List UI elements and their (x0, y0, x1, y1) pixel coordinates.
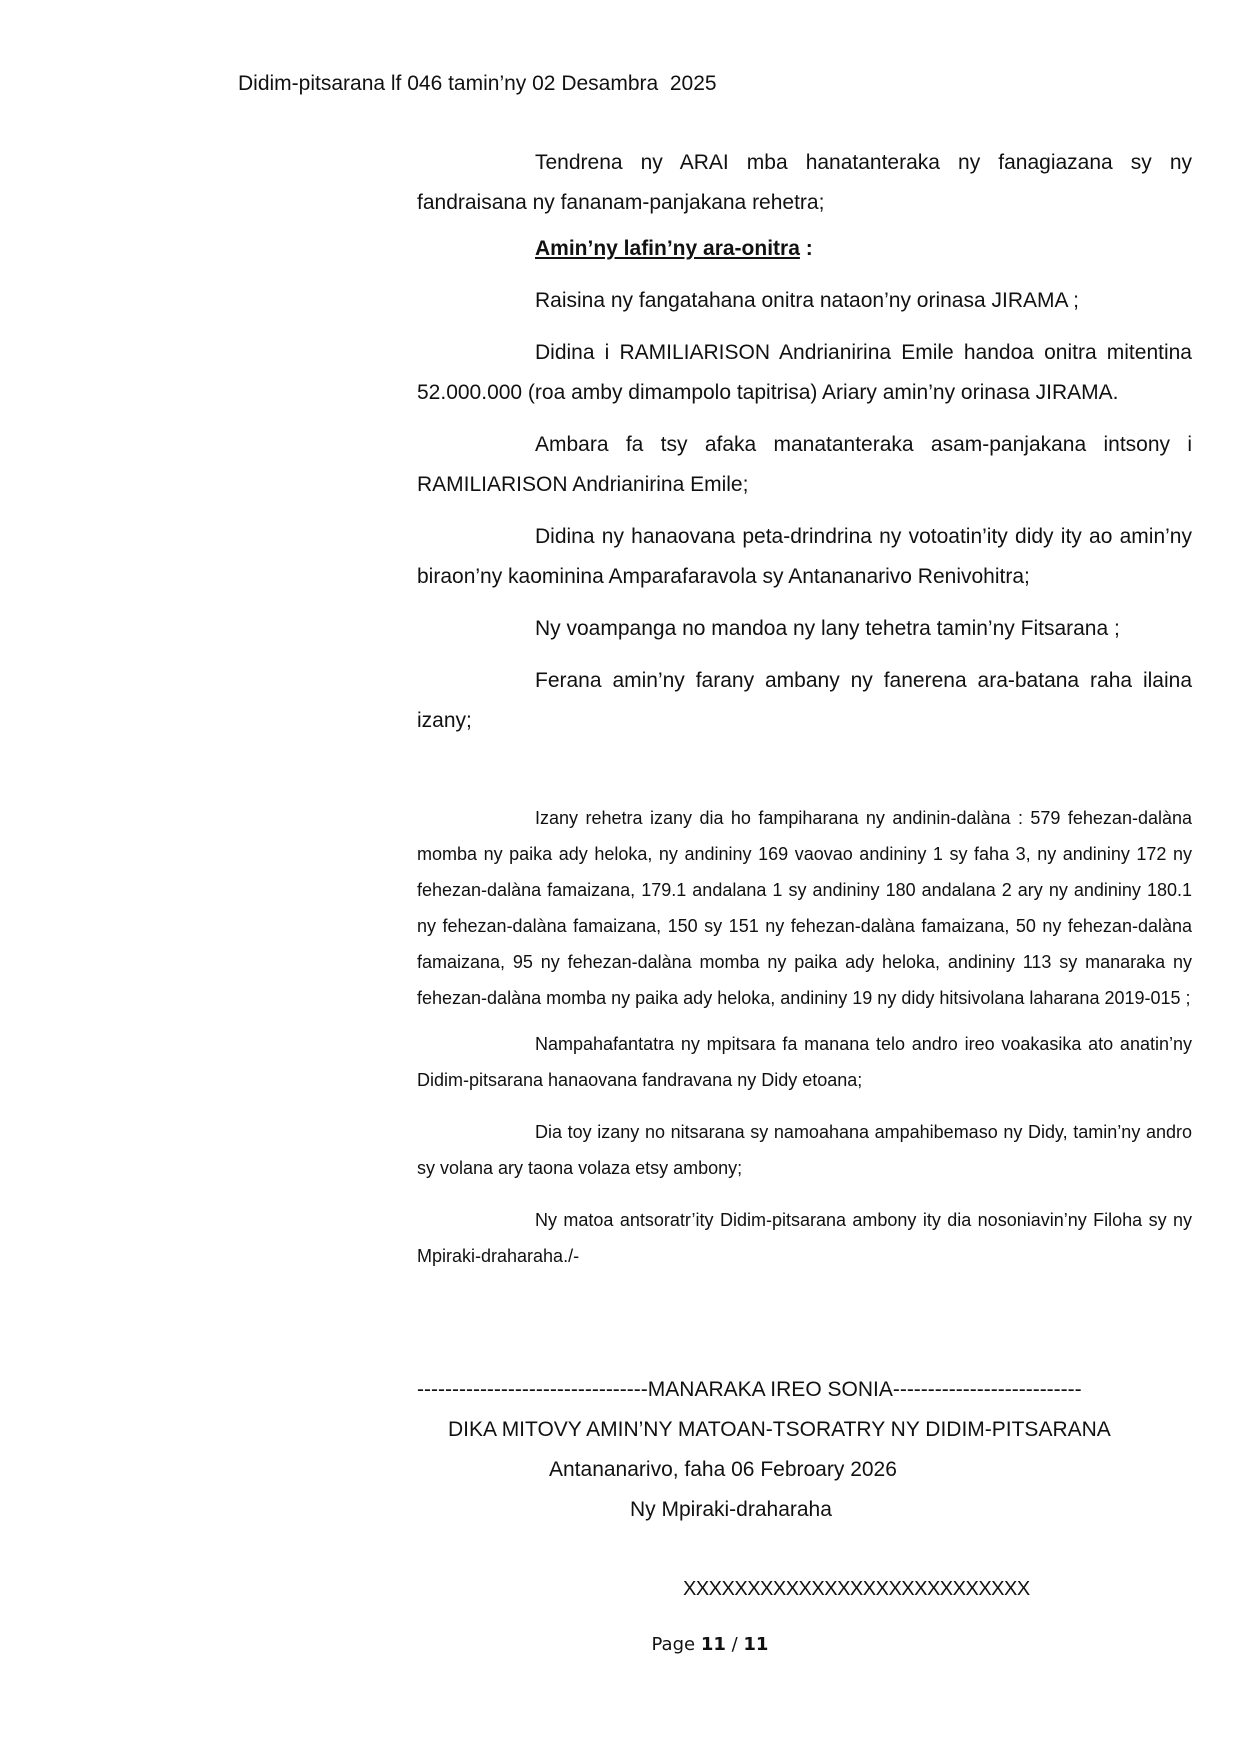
paragraph-arai: Tendrena ny ARAI mba hanatanteraka ny fanagiazana sy ny fandraisana ny fananam-panjakana rehetra; (417, 151, 1192, 214)
paragraph-fanerena: Ferana amin’ny farany ambany ny fanerena ara-batana raha ilaina izany; (417, 669, 1192, 732)
section-heading-underlined: Amin’ny lafin’ny ara-onitra (535, 237, 800, 260)
place-date: Antananarivo, faha 06 Febroary 2026 (549, 1458, 897, 1481)
page-separator: / (725, 1634, 744, 1655)
paragraph-asam-panjakana: Ambara fa tsy afaka manatanteraka asam-panjakana intsony i RAMILIARISON Andrianirina Emile; (417, 433, 1192, 496)
paragraph-fangatahana: Raisina ny fangatahana onitra nataon’ny orinasa JIRAMA ; (535, 289, 1080, 312)
clerk-role: Ny Mpiraki-draharaha (630, 1498, 832, 1521)
paragraph-peta-drindrina: Didina ny hanaovana peta-drindrina ny votoatin’ity didy ity ao amin’ny biraon’ny kaominina Amparafaravola sy Antananarivo Renivohitra; (417, 525, 1192, 588)
section-heading-suffix: : (799, 237, 813, 260)
page-label: Page (651, 1634, 701, 1655)
signatures-line: ---------------------------------MANARAKA IREO SONIA--------------------------- (417, 1378, 1082, 1401)
document-header: Didim-pitsarana lf 046 tamin’ny 02 Desambra 2025 (238, 72, 717, 95)
section-heading (417, 229, 1192, 269)
paragraph-andinin-dalana: Izany rehetra izany dia ho fampiharana ny andinin-dalàna : 579 fehezan-dalàna momba ny paika ady heloka, ny andininy 169 vaovao andininy 1 sy faha 3, ny andininy 172 ny fehezan-dalàna famaizana, 179.1 andalana 1 sy andininy 180 andalana 2 ary ny andininy 180.1 ny fehezan-dalàna famaizana, 150 sy 151 ny fehezan-dalàna famaizana, 50 ny fehezan-dalàna famaizana, 95 ny fehezan-dalàna momba ny paika ady heloka, andininy 113 sy manaraka ny fehezan-dalàna momba ny paika ady heloka, andininy 19 ny didy hitsivolana laharana 2019-015 ; (417, 808, 1192, 1008)
signature-mask: XXXXXXXXXXXXXXXXXXXXXXXXXXX (683, 1578, 1030, 1600)
paragraph-nosoniavina: Ny matoa antsoratr’ity Didim-pitsarana ambony ity dia nosoniavin’ny Filoha sy ny Mpiraki-draharaha./- (417, 1210, 1192, 1266)
paragraph-tehetra: Ny voampanga no mandoa ny lany tehetra tamin’ny Fitsarana ; (535, 617, 1120, 640)
paragraph-onitra: Didina i RAMILIARISON Andrianirina Emile handoa onitra mitentina 52.000.000 (roa amby dimampolo tapitrisa) Ariary amin’ny orinasa JIRAMA. (417, 341, 1192, 404)
body-block-1 (417, 143, 1192, 741)
paragraph-mpitsara: Nampahafantatra ny mpitsara fa manana telo andro ireo voakasika ato anatin’ny Didim-pitsarana hanaovana fandravana ny Didy etoana; (417, 1034, 1192, 1090)
page-number (0, 1634, 1241, 1655)
current-page: 11 (700, 1634, 726, 1655)
paragraph-nitsarana: Dia toy izany no nitsarana sy namoahana ampahibemaso ny Didy, tamin’ny andro sy volana ary taona volaza etsy ambony; (417, 1122, 1192, 1178)
total-pages: 11 (743, 1634, 769, 1655)
body-block-2 (417, 800, 1192, 1274)
certified-copy-title: DIKA MITOVY AMIN’NY MATOAN-TSORATRY NY DIDIM-PITSARANA (448, 1418, 1111, 1441)
